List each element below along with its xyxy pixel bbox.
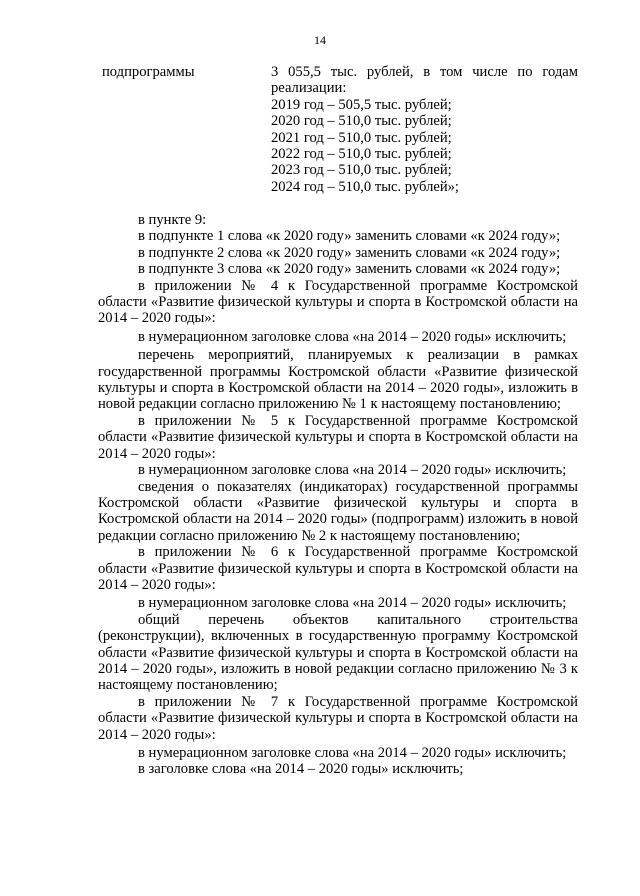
paragraph: общий перечень объектов капитального строительства (реконструкции), включенных в государственную программу Костромской области «Развитие физической культуры и спорта в Костромской области на 2014 – 2020 годы», изложить в новой редакции согласно приложению № 3 к настоящему постановлению; — [98, 611, 578, 694]
paragraph: в приложении № 4 к Государственной программе Костромской области «Развитие физической культуры и спорта в Костромской области на 2014 – 2020 годы»: — [98, 277, 578, 327]
paragraph: в заголовке слова «на 2014 – 2020 годы» исключить; — [138, 761, 464, 778]
paragraph: в приложении № 7 к Государственной программе Костромской области «Развитие физической культуры и спорта в Костромской области на 2014 – 2020 годы»: — [98, 693, 578, 743]
paragraph: в нумерационном заголовке слова «на 2014 – 2020 годы» исключить; — [138, 462, 567, 479]
document-body — [98, 212, 578, 778]
paragraph: в пункте 9: — [138, 212, 207, 228]
paragraph: в подпункте 2 слова «к 2020 году» заменить словами «к 2024 году»; — [138, 244, 561, 261]
subprogram-label: подпрограммы — [102, 64, 195, 80]
funding-total-line-continued: реализации: — [271, 80, 347, 97]
funding-year-line: 2019 год – 505,5 тыс. рублей; — [271, 96, 452, 113]
funding-total-line: 3 055,5 тыс. рублей, в том числе по годам — [271, 64, 578, 80]
funding-year-line: 2023 год – 510,0 тыс. рублей; — [271, 162, 452, 179]
paragraph: в нумерационном заголовке слова «на 2014 – 2020 годы» исключить; — [138, 328, 567, 345]
funding-year-line: 2021 год – 510,0 тыс. рублей; — [271, 129, 452, 146]
paragraph: в нумерационном заголовке слова «на 2014 – 2020 годы» исключить; — [138, 745, 567, 761]
page-number: 14 — [314, 33, 326, 47]
paragraph: сведения о показателях (индикаторах) государственной программы Костромской области «Развитие физической культуры и спорта в Костромской области на 2014 – 2020 годы» (подпрограмм) изложить в новой редакции согласно приложению № 2 к настоящему постановлению; — [98, 478, 578, 544]
funding-year-line: 2024 год – 510,0 тыс. рублей»; — [271, 178, 459, 195]
paragraph: в приложении № 5 к Государственной программе Костромской области «Развитие физической культуры и спорта в Костромской области на 2014 – 2020 годы»: — [98, 412, 578, 462]
paragraph: в приложении № 6 к Государственной программе Костромской области «Развитие физической культуры и спорта в Костромской области на 2014 – 2020 годы»: — [98, 544, 578, 593]
funding-year-line: 2022 год – 510,0 тыс. рублей; — [271, 146, 452, 163]
paragraph: в подпункте 3 слова «к 2020 году» заменить словами «к 2024 году»; — [138, 261, 561, 278]
paragraph: в подпункте 1 слова «к 2020 году» заменить словами «к 2024 году»; — [138, 228, 561, 245]
subprogram-funding-values — [271, 64, 578, 195]
funding-year-line: 2020 год – 510,0 тыс. рублей; — [271, 113, 452, 130]
paragraph: перечень мероприятий, планируемых к реализации в рамках государственной программы Костромской области «Развитие физической культуры и спорта в Костромской области на 2014 – 2020 годы», изложить в новой редакции согласно приложению № 1 к настоящему постановлению; — [98, 347, 578, 413]
paragraph: в нумерационном заголовке слова «на 2014 – 2020 годы» исключить; — [138, 595, 567, 612]
